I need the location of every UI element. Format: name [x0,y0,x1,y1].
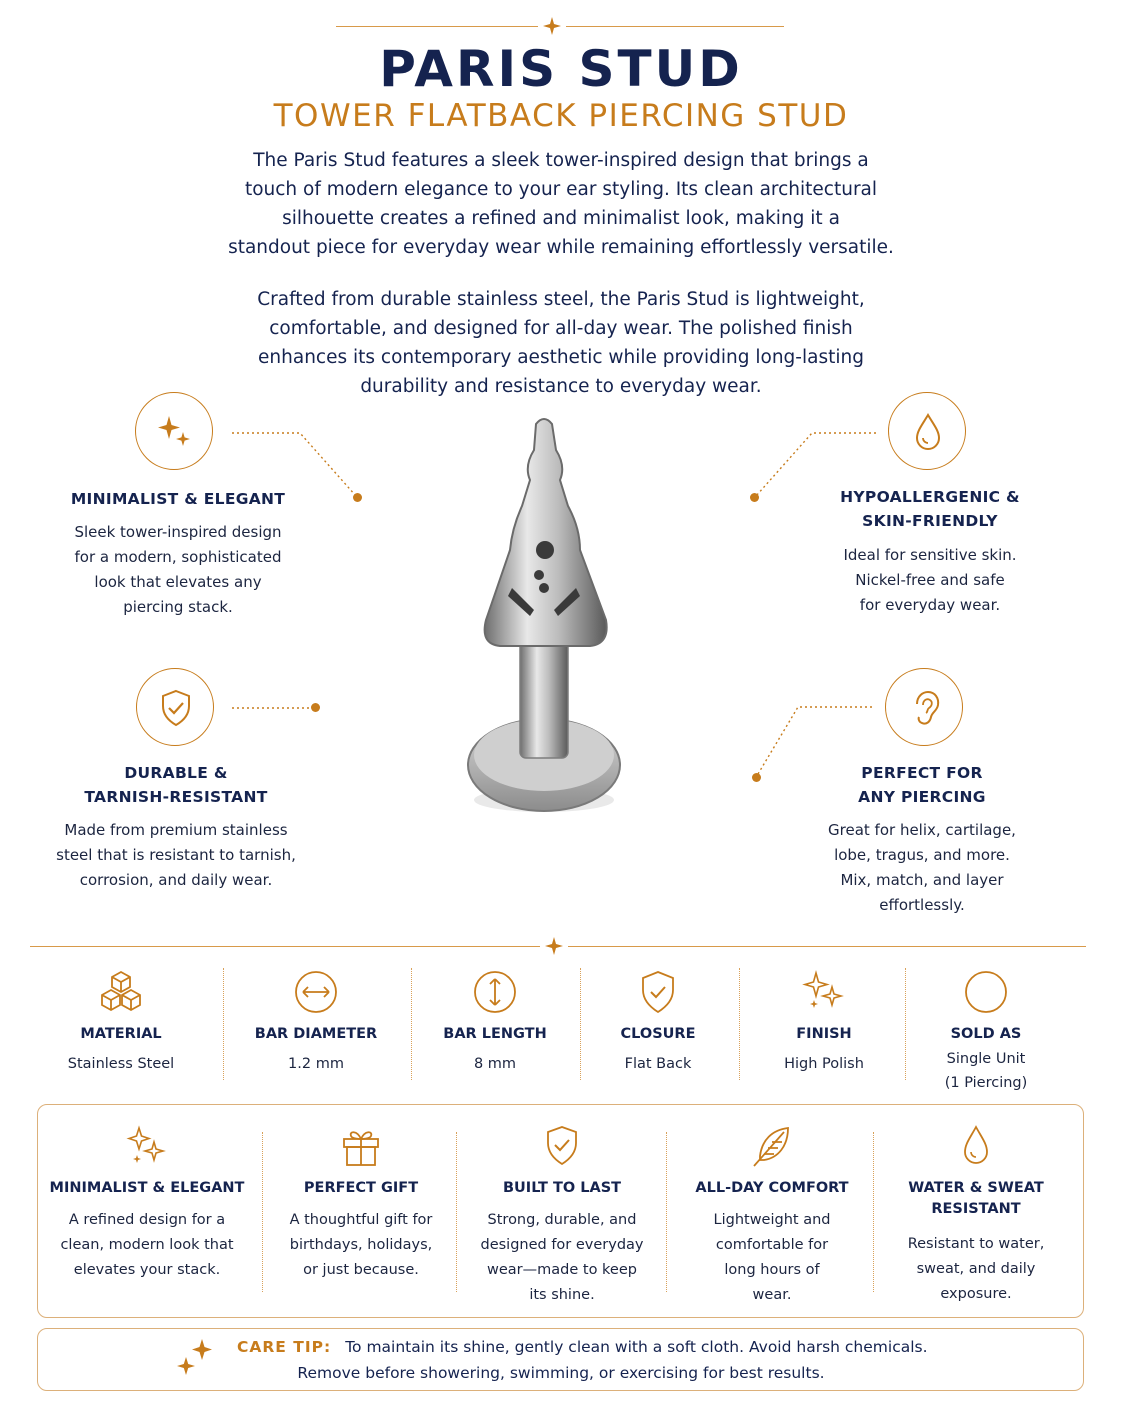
feature-piercing-circle [885,668,963,746]
feature-durable-circle [136,668,214,746]
feature-durable-connector [232,705,318,713]
length-arrows-icon [471,970,519,1014]
cubes-icon [97,970,145,1014]
spec-separator [739,968,740,1080]
feature-hypoallergenic-desc: Ideal for sensitive skin. Nickel-free and safe for everyday wear. [843,546,1017,614]
feather-icon [750,1124,794,1168]
page-subtitle: TOWER FLATBACK PIERCING STUD [273,98,849,134]
care-tip-label: CARE TIP: [237,1338,332,1356]
feature-hypoallergenic-dot [750,493,759,502]
diameter-arrows-icon [292,970,340,1014]
care-tip-line-1: CARE TIP: To maintain its shine, gently clean with a soft cloth. Avoid harsh chemicals. [237,1338,928,1356]
care-tip-line-2: Remove before showering, swimming, or exercising for best results. [297,1364,825,1382]
ear-icon [905,688,945,728]
feature-hypoallergenic-circle [888,392,966,470]
feature-minimalist-title: MINIMALIST & ELEGANT [70,490,286,508]
benefit-separator [666,1132,667,1292]
product-image [440,410,660,830]
feature-minimalist-dot [353,493,362,502]
shield-check-icon [540,1124,584,1168]
sparkle-icon [800,970,848,1014]
top-divider-right [566,26,784,27]
spec-material: MATERIAL Stainless Steel [30,968,212,1080]
spec-bar-diameter: BAR DIAMETER 1.2 mm [226,968,406,1080]
benefit-all-day-comfort: ALL-DAY COMFORT Lightweight and comfortable for long hours of wear. [670,1120,874,1310]
benefit-minimalist: MINIMALIST & ELEGANT A refined design for a clean, modern look that elevates your stack. [40,1120,254,1310]
feature-minimalist-desc: Sleek tower-inspired design for a modern, sophisticated look that elevates any piercing stack. [74,523,282,616]
spec-finish: FINISH High Polish [742,968,906,1080]
feature-minimalist-circle [135,392,213,470]
spec-separator [905,968,906,1080]
top-divider-left [336,26,538,27]
spec-separator [223,968,224,1080]
sparkle-icon [155,412,195,452]
benefit-gift: PERFECT GIFT A thoughtful gift for birthdays, holidays, or just because. [266,1120,456,1310]
divider-star-icon [542,16,562,36]
shield-check-icon [156,688,196,728]
mid-divider-left [30,946,540,947]
spec-closure: CLOSURE Flat Back [582,968,734,1080]
divider-star-icon [544,936,564,956]
benefit-built-to-last: BUILT TO LAST Strong, durable, and designed for everyday wear—made to keep its shine. [460,1120,664,1310]
feature-durable-desc: Made from premium stainless steel that is resistant to tarnish, corrosion, and daily wear. [56,821,296,889]
benefit-separator [456,1132,457,1292]
feature-durable-dot [311,703,320,712]
spec-sold-as: SOLD AS Single Unit (1 Piercing) [908,968,1064,1080]
mid-divider-right [568,946,1086,947]
gift-icon [339,1124,383,1168]
benefit-separator [262,1132,263,1292]
intro-paragraph-1: The Paris Stud features a sleek tower-inspired design that brings a touch of modern elegance to your ear styling. Its clean architectural silhouette creates a refined and minimalist look, making it a standout piece for everyday wear while remaining effortlessly versatile. [228,150,894,258]
feature-piercing-desc: Great for helix, cartilage, lobe, tragus, and more. Mix, match, and layer effortlessly. [828,821,1016,914]
shield-check-icon [634,970,682,1014]
sparkle-icon [125,1124,169,1168]
circle-icon [962,970,1010,1014]
spec-separator [580,968,581,1080]
feature-durable-title: DURABLE & TARNISH-RESISTANT [84,764,268,806]
intro-paragraph-2: Crafted from durable stainless steel, the Paris Stud is lightweight, comfortable, and designed for all-day wear. The polished finish enhances its contemporary aesthetic while providing long-lasting durability and resistance to everyday wear. [257,289,865,397]
feature-piercing-dot [752,773,761,782]
page-title: PARIS STUD [379,40,743,98]
benefit-water-sweat: WATER & SWEAT RESISTANT Resistant to water, sweat, and daily exposure. [876,1120,1076,1310]
feature-hypoallergenic-title: HYPOALLERGENIC & SKIN-FRIENDLY [840,488,1020,530]
spec-bar-length: BAR LENGTH 8 mm [414,968,576,1080]
benefit-separator [873,1132,874,1292]
feature-piercing-title: PERFECT FOR ANY PIERCING [858,764,986,806]
spec-separator [411,968,412,1080]
droplet-icon [954,1124,998,1168]
droplet-icon [908,412,948,452]
